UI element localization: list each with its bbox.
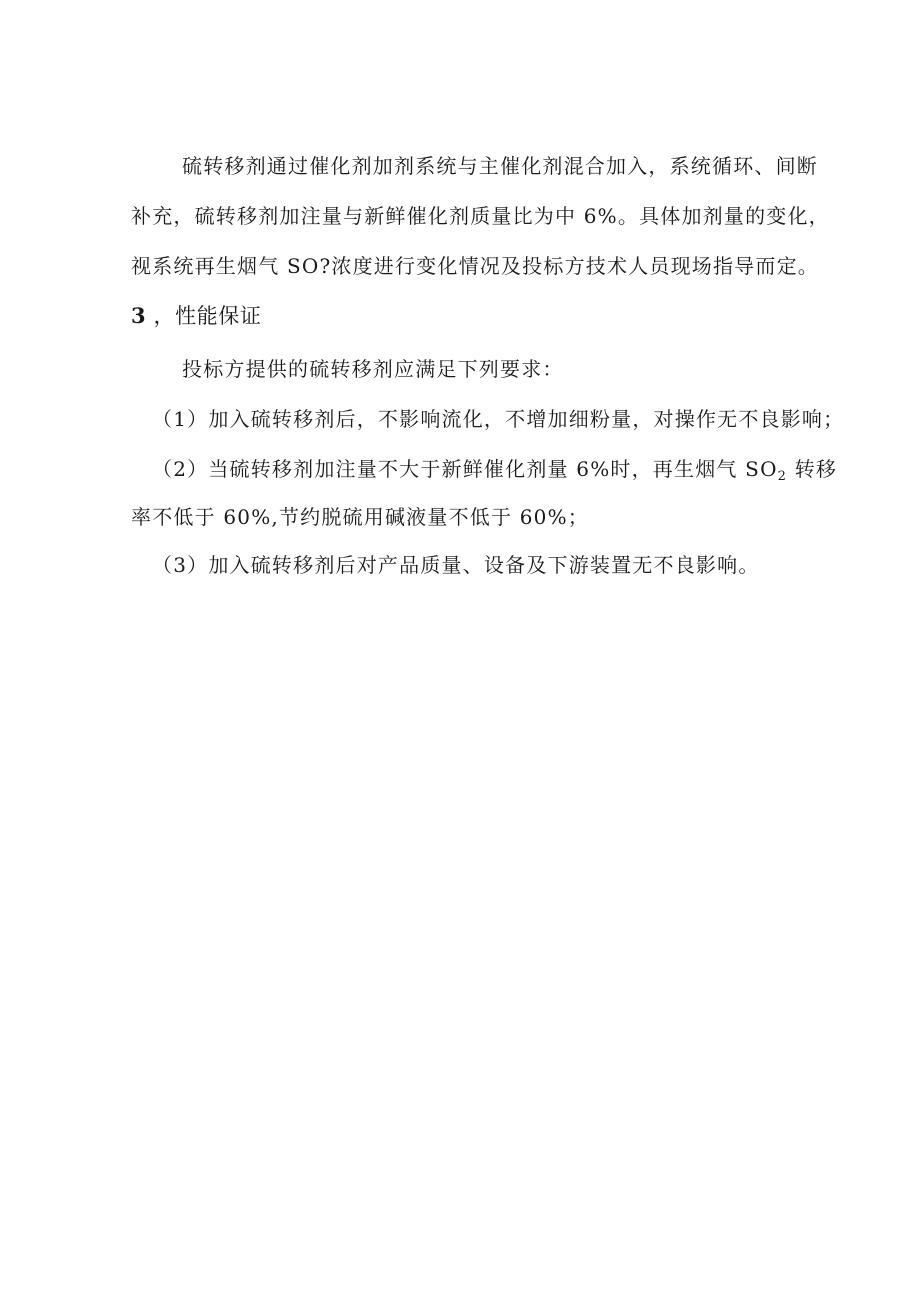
paragraph-1-line-2: 补充，硫转移剂加注量与新鲜催化剂质量比为中 6%。具体加剂量的变化， [131, 204, 830, 228]
requirement-item-2-text: （2）当硫转移剂加注量不大于新鲜催化剂量 6%时，再生烟气 SO [152, 457, 778, 481]
requirement-item-3: （3）加入硫转移剂后对产品质量、设备及下游装置无不良影响。 [152, 553, 760, 577]
requirements-intro: 投标方提供的硫转移剂应满足下列要求： [182, 357, 564, 381]
section-number: 3 [131, 303, 147, 328]
requirement-item-1: （1）加入硫转移剂后，不影响流化，不增加细粉量，对操作无不良影响； [152, 407, 845, 431]
paragraph-1-line-3: 视系统再生烟气 SO?浓度进行变化情况及投标方技术人员现场指导而定。 [131, 254, 819, 278]
paragraph-1-line-1: 硫转移剂通过催化剂加剂系统与主催化剂混合加入，系统循环、间断 [182, 154, 818, 178]
requirement-item-2-text-end: 转移 [787, 457, 838, 481]
section-heading [131, 302, 262, 330]
requirement-item-2-line-2: 率不低于 60%,节约脱硫用碱液量不低于 60%； [131, 505, 589, 529]
so2-subscript: 2 [777, 469, 788, 484]
section-title: ，性能保证 [153, 304, 262, 328]
requirement-item-2-line-1 [152, 455, 837, 483]
